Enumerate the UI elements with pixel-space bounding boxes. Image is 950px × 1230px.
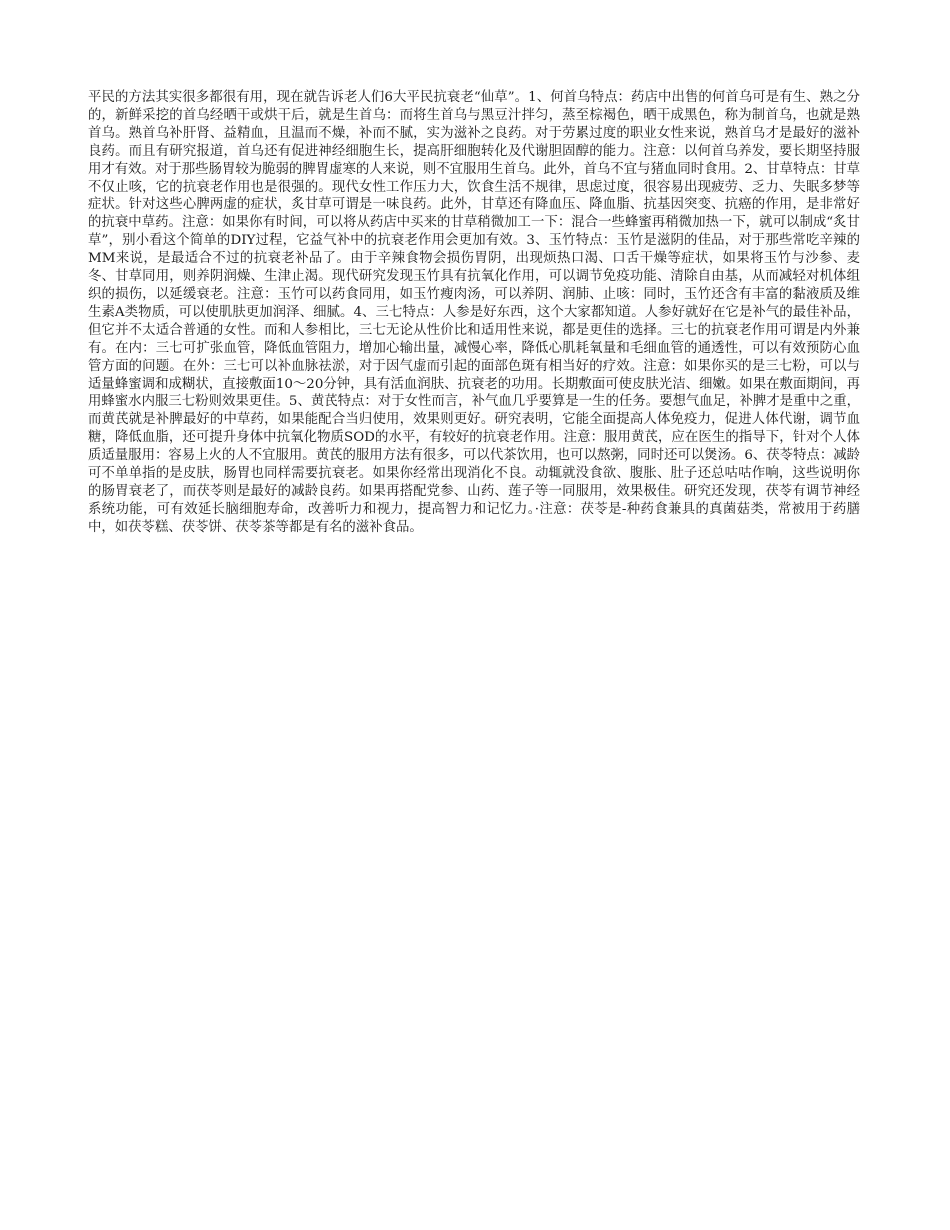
body-paragraph: 平民的方法其实很多都很有用，现在就告诉老人们6大平民抗衰老“仙草”。1、何首乌特点：药店中出售的何首乌可是有生、熟之分的，新鲜采挖的首乌经晒干或烘干后，就是生首乌：而将生首乌与黑豆汁拌匀，蒸至棕褐色，晒干成黑色，称为制首乌，也就是熟首乌。熟首乌补肝肾、益精血，且温而不燥，补而不腻，实为滋补之良药。对于劳累过度的职业女性来说，熟首乌才是最好的滋补良药。而且有研究报道，首乌还有促进神经细胞生长，提高肝细胞转化及代谢胆固醇的能力。注意：以何首乌养发，要长期坚持服用才有效。对于那些肠胃较为脆弱的脾胃虚寒的人来说，则不宜服用生首乌。此外，首乌不宜与猪血同时食用。2、甘草特点：甘草不仅止咳，它的抗衰老作用也是很强的。现代女性工作压力大，饮食生活不规律，思虑过度，很容易出现疲劳、乏力、失眠多梦等症状。针对这些心脾两虚的症状，炙甘草可谓是一味良药。此外，甘草还有降血压、降血脂、抗基因突变、抗癌的作用，是非常好的抗衰中草药。注意：如果你有时间，可以将从药店中买来的甘草稍微加工一下：混合一些蜂蜜再稍微加热一下，就可以制成“炙甘草”，别小看这个简单的DIY过程，它益气补中的抗衰老作用会更加有效。3、玉竹特点：玉竹是滋阴的佳品，对于那些常吃辛辣的MM来说，是最适合不过的抗衰老补品了。由于辛辣食物会损伤胃阴，出现烦热口渴、口舌干燥等症状，如果将玉竹与沙参、麦冬、甘草同用，则养阴润燥、生津止渴。现代研究发现玉竹具有抗氧化作用，可以调节免疫功能、清除自由基，从而减轻对机体组织的损伤，以延缓衰老。注意：玉竹可以药食同用，如玉竹瘦肉汤，可以养阴、润肺、止咳：同时，玉竹还含有丰富的黏液质及维生素A类物质，可以使肌肤更加润泽、细腻。4、三七特点：人参是好东西，这个大家都知道。人参好就好在它是补气的最佳补品，但它并不太适合普通的女性。而和人参相比，三七无论从性价比和适用性来说，都是更佳的选择。三七的抗衰老作用可谓是内外兼有。在内：三七可扩张血管，降低血管阻力，增加心输出量，减慢心率，降低心肌耗氧量和毛细血管的通透性，可以有效预防心血管方面的问题。在外：三七可以补血脉祛淤，对于因气虚而引起的面部色斑有相当好的疗效。注意：如果你买的是三七粉，可以与适量蜂蜜调和成糊状，直接敷面10～20分钟，具有活血润肤、抗衰老的功用。长期敷面可使皮肤光洁、细嫩。如果在敷面期间，再用蜂蜜水内服三七粉则效果更佳。5、黄芪特点：对于女性而言，补气血几乎要算是一生的任务。要想气血足，补脾才是重中之重，而黄芪就是补脾最好的中草药，如果能配合当归使用，效果则更好。研究表明，它能全面提高人体免疫力，促进人体代谢，调节血糖，降低血脂，还可提升身体中抗氧化物质SOD的水平，有较好的抗衰老作用。注意：服用黄芪，应在医生的指导下，针对个人体质适量服用：容易上火的人不宜服用。黄芪的服用方法有很多，可以代茶饮用，也可以熬粥，同时还可以煲汤。6、茯苓特点：减龄可不单单指的是皮肤，肠胃也同样需要抗衰老。如果你经常出现消化不良。动辄就没食欲、腹胀、肚子还总咕咕作响，这些说明你的肠胃衰老了，而茯苓则是最好的减龄良药。如果再搭配党参、山药、莲子等一同服用，效果极佳。研究还发现，茯苓有调节神经系统功能，可有效延长脑细胞寿命，改善听力和视力，提高智力和记忆力。·注意：茯苓是-种药食兼具的真菌菇类，常被用于药膳中，如茯苓糕、茯苓饼、茯苓茶等都是有名的滋补食品。 <box>88 90 860 535</box>
document-body <box>88 89 860 537</box>
